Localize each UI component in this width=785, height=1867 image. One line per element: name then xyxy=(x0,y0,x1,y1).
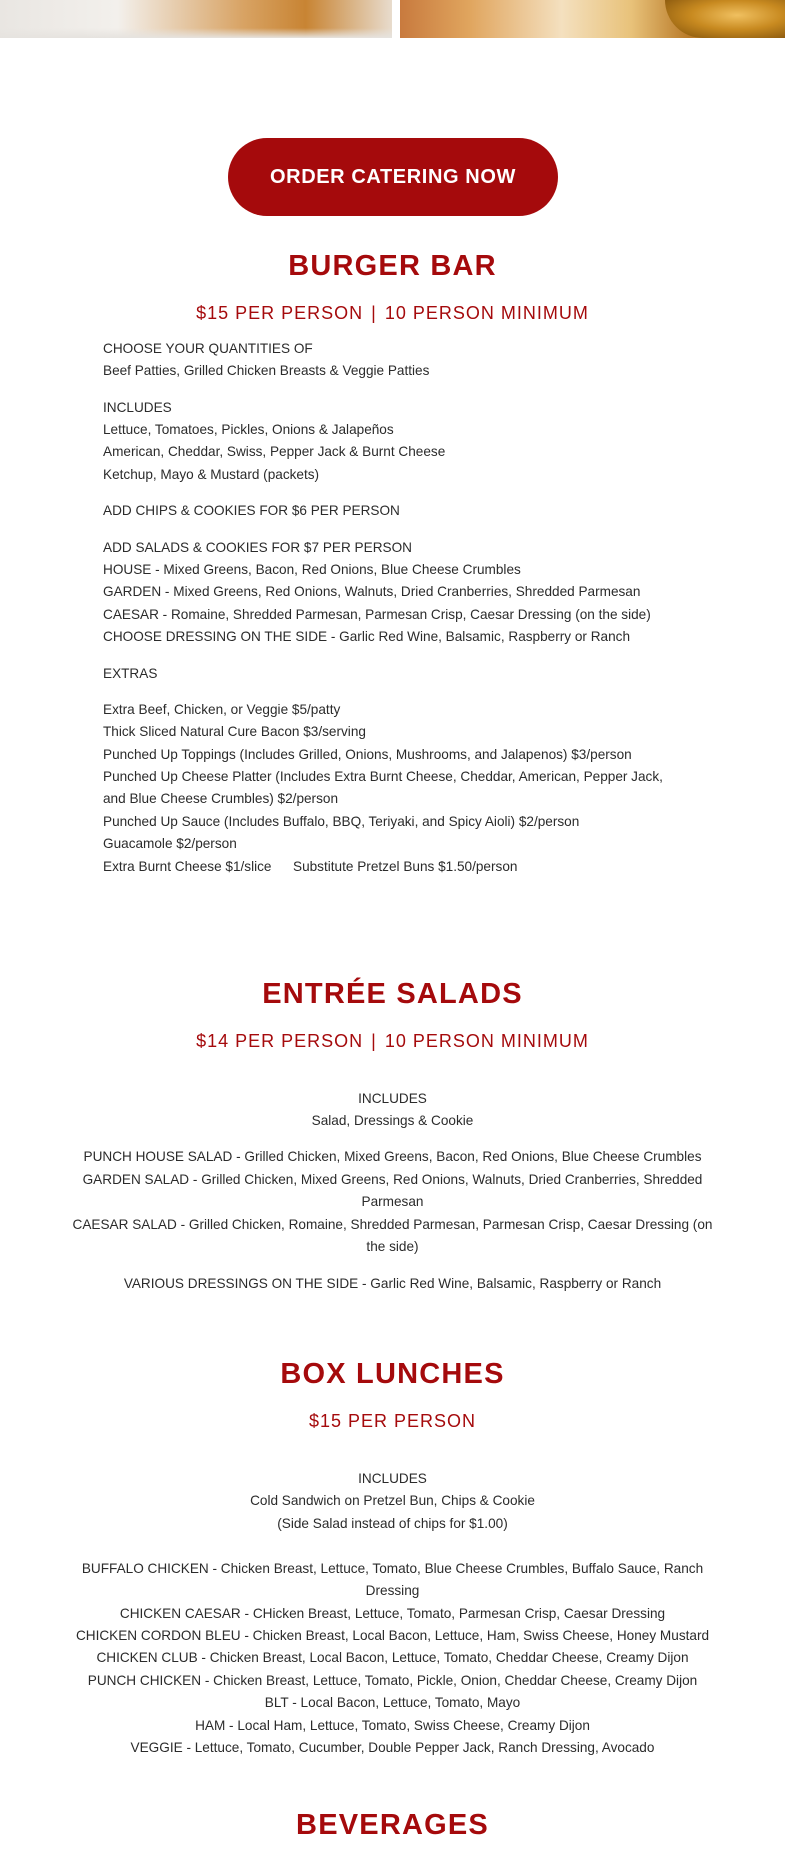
salad-option: GARDEN - Mixed Greens, Red Onions, Walnuts, Dried Cranberries, Shredded Parmesan xyxy=(103,584,641,599)
extras-heading: EXTRAS xyxy=(103,666,158,681)
salad-item: CAESAR SALAD - Grilled Chicken, Romaine, Shredded Parmesan, Parmesan Crisp, Caesar Dressing (on the side) xyxy=(72,1217,713,1254)
choose-heading: CHOOSE YOUR QUANTITIES OF xyxy=(103,341,313,356)
extra-item: Extra Beef, Chicken, or Veggie $5/patty xyxy=(103,702,341,717)
order-catering-button[interactable]: ORDER CATERING NOW xyxy=(228,138,558,216)
extra-item: Thick Sliced Natural Cure Bacon $3/serving xyxy=(103,724,366,739)
add-salads-line: ADD SALADS & COOKIES FOR $7 PER PERSON xyxy=(103,540,412,555)
salad-option: HOUSE - Mixed Greens, Bacon, Red Onions, Blue Cheese Crumbles xyxy=(103,562,521,577)
drinks-photo xyxy=(400,0,785,38)
box-lunch-item: HAM - Local Ham, Lettuce, Tomato, Swiss Cheese, Creamy Dijon xyxy=(195,1718,590,1733)
box-includes-heading: INCLUDES xyxy=(358,1471,427,1486)
burger-bar-price xyxy=(0,303,785,324)
box-lunch-item: CHICKEN CLUB - Chicken Breast, Local Bacon, Lettuce, Tomato, Cheddar Cheese, Creamy Dijon xyxy=(96,1650,689,1665)
includes-line: American, Cheddar, Swiss, Pepper Jack & Burnt Cheese xyxy=(103,444,446,459)
entree-salads-title: ENTRÉE SALADS xyxy=(262,978,523,1010)
dressing-line: CHOOSE DRESSING ON THE SIDE - Garlic Red Wine, Balsamic, Raspberry or Ranch xyxy=(103,629,631,644)
salads-dressings: VARIOUS DRESSINGS ON THE SIDE - Garlic Red Wine, Balsamic, Raspberry or Ranch xyxy=(123,1276,662,1291)
add-chips-line: ADD CHIPS & COOKIES FOR $6 PER PERSON xyxy=(103,503,400,518)
box-lunch-item: BLT - Local Bacon, Lettuce, Tomato, Mayo xyxy=(264,1695,521,1710)
box-lunch-item: VEGGIE - Lettuce, Tomato, Cucumber, Double Pepper Jack, Ranch Dressing, Avocado xyxy=(130,1740,655,1755)
price-separator: | xyxy=(371,1031,377,1051)
includes-line: Lettuce, Tomatoes, Pickles, Onions & Jalapeños xyxy=(103,422,394,437)
extra-item: and Blue Cheese Crumbles) $2/person xyxy=(103,791,339,806)
box-includes-line: (Side Salad instead of chips for $1.00) xyxy=(277,1516,508,1531)
salad-item: PUNCH HOUSE SALAD - Grilled Chicken, Mixed Greens, Bacon, Red Onions, Blue Cheese Crumbles xyxy=(83,1149,702,1164)
extra-item: Punched Up Toppings (Includes Grilled, Onions, Mushrooms, and Jalapenos) $3/person xyxy=(103,747,632,762)
entree-salads-minimum: 10 PERSON MINIMUM xyxy=(384,1031,589,1051)
extra-item: Guacamole $2/person xyxy=(103,836,237,851)
salad-item: GARDEN SALAD - Grilled Chicken, Mixed Greens, Red Onions, Walnuts, Dried Cranberries, Shredded Parmesan xyxy=(82,1172,703,1209)
box-lunches-title: BOX LUNCHES xyxy=(280,1358,505,1390)
salad-option: CAESAR - Romaine, Shredded Parmesan, Parmesan Crisp, Caesar Dressing (on the side) xyxy=(103,607,651,622)
includes-heading: INCLUDES xyxy=(103,400,172,415)
box-lunch-item: PUNCH CHICKEN - Chicken Breast, Lettuce, Tomato, Pickle, Onion, Cheddar Cheese, Creamy Dijon xyxy=(87,1673,698,1688)
salads-includes-items: Salad, Dressings & Cookie xyxy=(311,1113,474,1128)
box-lunch-item: BUFFALO CHICKEN - Chicken Breast, Lettuce, Tomato, Blue Cheese Crumbles, Buffalo Sauce, Ranch Dressing xyxy=(81,1561,704,1598)
beverages-title: BEVERAGES xyxy=(296,1809,489,1841)
photo-strip xyxy=(0,0,785,38)
box-lunches-price: $15 PER PERSON xyxy=(308,1411,477,1431)
box-lunch-item: CHICKEN CORDON BLEU - Chicken Breast, Local Bacon, Lettuce, Ham, Swiss Cheese, Honey Mustard xyxy=(75,1628,710,1643)
salads-includes-heading: INCLUDES xyxy=(358,1091,427,1106)
burger-bar-minimum: 10 PERSON MINIMUM xyxy=(384,303,589,323)
entree-salads-price-value: $14 PER PERSON xyxy=(196,1031,364,1051)
burger-bar-price-value: $15 PER PERSON xyxy=(196,303,364,323)
choose-items: Beef Patties, Grilled Chicken Breasts & Veggie Patties xyxy=(103,363,430,378)
extra-item: Extra Burnt Cheese $1/slice xyxy=(103,859,272,874)
extra-item: Punched Up Sauce (Includes Buffalo, BBQ, Teriyaki, and Spicy Aioli) $2/person xyxy=(103,814,580,829)
extra-item: Punched Up Cheese Platter (Includes Extra Burnt Cheese, Cheddar, American, Pepper Jack, xyxy=(103,769,663,784)
extra-item: Substitute Pretzel Buns $1.50/person xyxy=(293,859,518,874)
entree-salads-price xyxy=(0,1031,785,1052)
burger-bar-title: BURGER BAR xyxy=(288,250,497,282)
price-separator: | xyxy=(371,303,377,323)
jar-graphic xyxy=(665,0,785,38)
box-lunch-item: CHICKEN CAESAR - CHicken Breast, Lettuce, Tomato, Parmesan Crisp, Caesar Dressing xyxy=(119,1606,666,1621)
includes-line: Ketchup, Mayo & Mustard (packets) xyxy=(103,467,320,482)
box-includes-line: Cold Sandwich on Pretzel Bun, Chips & Cookie xyxy=(250,1493,535,1508)
burger-photo xyxy=(0,0,392,38)
